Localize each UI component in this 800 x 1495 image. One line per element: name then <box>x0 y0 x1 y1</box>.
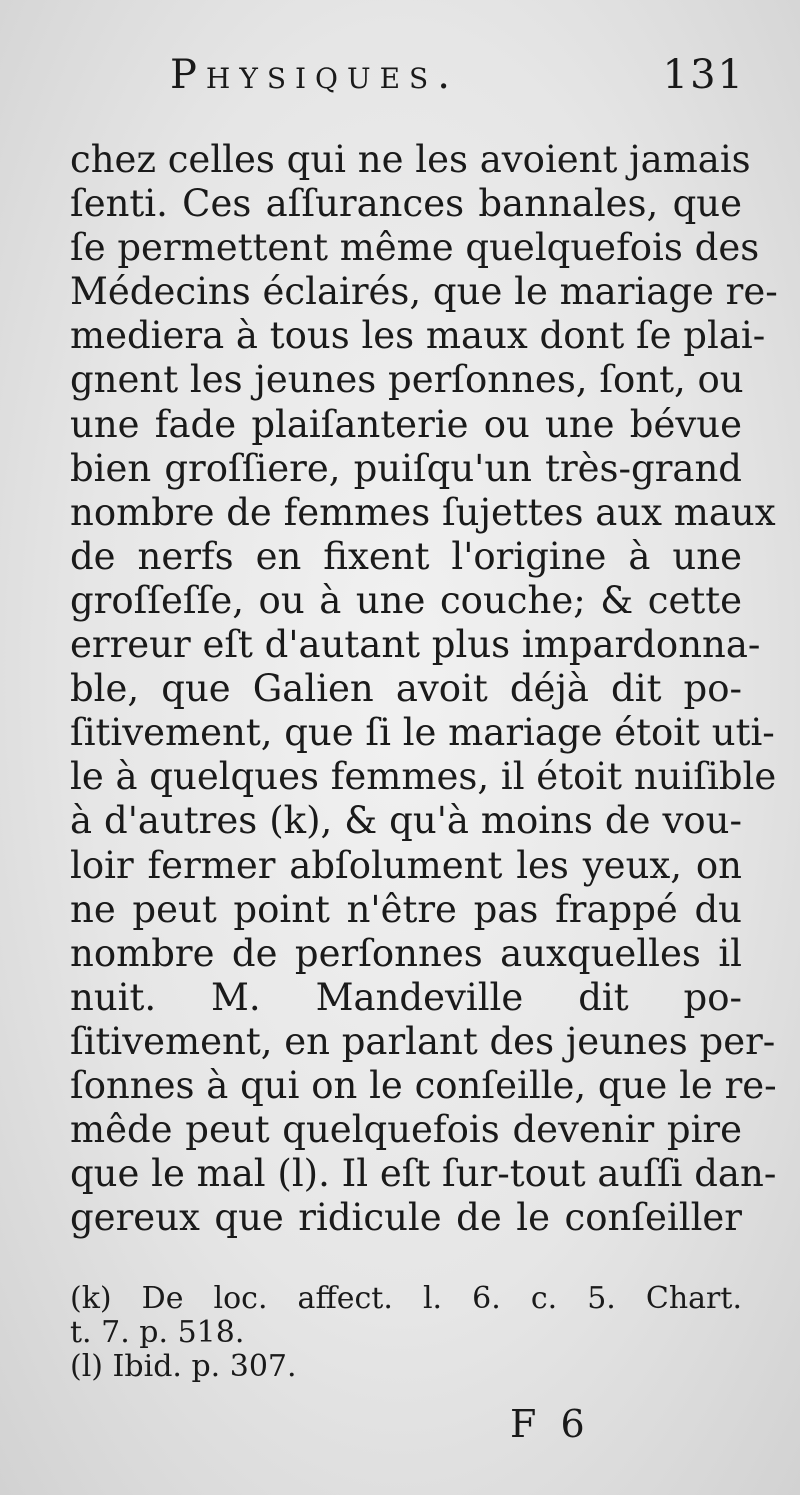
text-line: chez celles qui ne les avoient jamais <box>70 138 751 181</box>
text-line: nombre de femmes ſujettes aux maux <box>70 490 776 534</box>
text-line: bien groſſiere, puiſqu'un très-grand <box>70 446 742 490</box>
page-header <box>0 52 800 112</box>
text-line: ne peut point n'être pas frappé du <box>70 887 742 931</box>
text-line: ſitivement, en parlant des jeunes per- <box>70 1019 776 1063</box>
text-line: Médecins éclairés, que le mariage re- <box>70 270 778 314</box>
footnote-k: (k) De loc. affect. l. 6. c. 5. Chart. <box>70 1281 742 1316</box>
text-line: de nerfs en fixent l'origine à une <box>70 534 742 578</box>
text-line: gereux que ridicule de le conſeiller <box>70 1196 742 1240</box>
signature-mark: F 6 <box>510 1402 591 1446</box>
text-line: ſonnes à qui on le conſeille, que le re- <box>70 1063 777 1107</box>
running-title: Physiques. <box>170 52 459 98</box>
text-line: ble, que Galien avoit déjà dit po- <box>70 667 742 711</box>
footnotes <box>70 1282 742 1384</box>
text-line: erreur eſt d'autant plus impardonna- <box>70 623 761 667</box>
footnote-k-continuation: t. 7. p. 518. <box>70 1315 245 1350</box>
text-line: ſitivement, que ſi le mariage étoit uti- <box>70 711 775 755</box>
page-number: 131 <box>662 52 745 98</box>
text-line: mediera à tous les maux dont ſe plai- <box>70 314 766 358</box>
text-line: mêde peut quelquefois devenir pire <box>70 1108 742 1152</box>
text-line: ſenti. Ces aſſurances bannales, que <box>70 182 742 226</box>
text-line: ſe permettent même quelquefois des <box>70 226 760 270</box>
text-line: groſſeſſe, ou à une couche; & cette <box>70 578 742 622</box>
body-text <box>70 138 778 1240</box>
text-line: que le mal (l). Il eſt ſur-tout auſſi dan- <box>70 1152 777 1196</box>
footnote-l: (l) Ibid. p. 307. <box>70 1349 297 1384</box>
text-line: à d'autres (k), & qu'à moins de vou- <box>70 799 742 843</box>
text-line: une fade plaiſanterie ou une bévue <box>70 402 742 446</box>
text-line: nuit. M. Mandeville dit po- <box>70 975 742 1019</box>
text-line: nombre de perſonnes auxquelles il <box>70 931 742 975</box>
text-line: loir fermer abſolument les yeux, on <box>70 843 742 887</box>
text-line: le à quelques femmes, il étoit nuiſible <box>70 755 777 799</box>
text-line: gnent les jeunes perſonnes, ſont, ou <box>70 358 744 402</box>
